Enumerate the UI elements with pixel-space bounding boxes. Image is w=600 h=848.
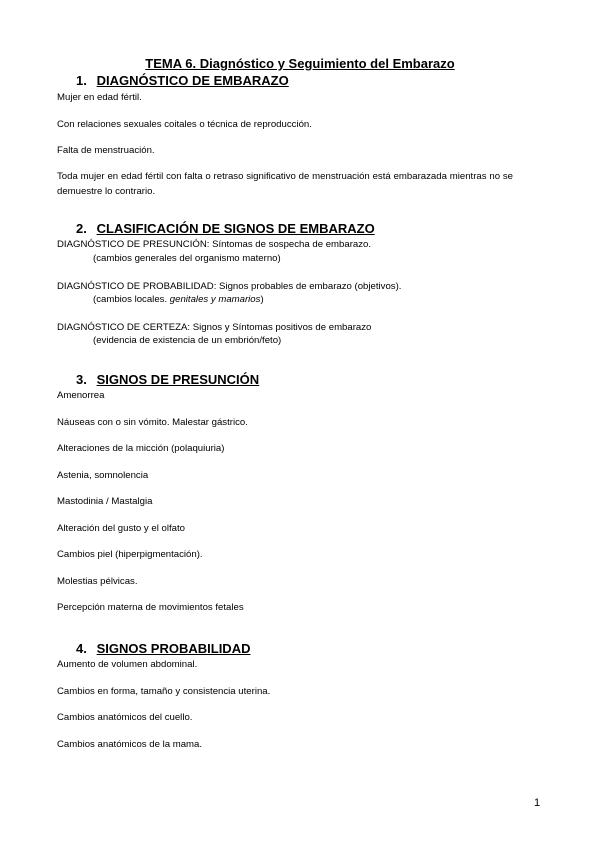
paragraph: Toda mujer en edad fértil con falta o retraso significativo de menstruación está embarazada mientras no se demuestre lo contrario.: [57, 171, 513, 197]
classification-line: DIAGNÓSTICO DE PRESUNCIÓN: Síntomas de sospecha de embarazo.: [57, 239, 372, 250]
paragraph: Cambios anatómicos del cuello.: [57, 712, 193, 723]
paragraph: Mujer en edad fértil.: [57, 92, 142, 103]
classification-detail: (evidencia de existencia de un embrión/feto): [93, 335, 282, 346]
paragraph: Mastodinia / Mastalgia: [57, 496, 153, 507]
paragraph: Alteración del gusto y el olfato: [57, 523, 185, 534]
section-number: 3.: [76, 372, 87, 387]
section-1-heading: [76, 73, 289, 88]
section-title: CLASIFICACIÓN DE SIGNOS DE EMBARAZO: [96, 221, 375, 236]
detail-prefix: (cambios locales.: [93, 294, 168, 305]
section-title: SIGNOS DE PRESUNCIÓN: [96, 372, 260, 387]
section-number: 1.: [76, 73, 87, 88]
paragraph: Cambios en forma, tamaño y consistencia uterina.: [57, 686, 271, 697]
section-title: DIAGNÓSTICO DE EMBARAZO: [96, 73, 289, 88]
paragraph: Cambios anatómicos de la mama.: [57, 739, 203, 750]
paragraph: Astenia, somnolencia: [57, 470, 149, 481]
paragraph: Con relaciones sexuales coitales o técnica de reproducción.: [57, 119, 312, 130]
classification-detail: (cambios generales del organismo materno): [93, 253, 281, 264]
detail-suffix: ): [260, 294, 264, 305]
detail-italic: genitales y mamarios: [169, 294, 261, 305]
paragraph: Cambios piel (hiperpigmentación).: [57, 549, 203, 560]
paragraph: Amenorrea: [57, 390, 105, 401]
section-number: 2.: [76, 221, 87, 236]
document-title: TEMA 6. Diagnóstico y Seguimiento del Embarazo: [145, 56, 455, 71]
section-2-heading: [76, 221, 375, 236]
paragraph: Percepción materna de movimientos fetales: [57, 602, 244, 613]
paragraph: Náuseas con o sin vómito. Malestar gástrico.: [57, 417, 248, 428]
section-4-heading: [76, 641, 250, 656]
paragraph: Aumento de volumen abdominal.: [57, 659, 198, 670]
section-3-heading: [76, 372, 259, 387]
page-number: 1: [534, 797, 541, 809]
section-number: 4.: [76, 641, 87, 656]
paragraph: Alteraciones de la micción (polaquiuria): [57, 443, 225, 454]
paragraph: Falta de menstruación.: [57, 145, 155, 156]
classification-detail: [93, 294, 264, 305]
paragraph: Molestias pélvicas.: [57, 576, 138, 587]
section-title: SIGNOS PROBABILIDAD: [96, 641, 251, 656]
classification-line: DIAGNÓSTICO DE PROBABILIDAD: Signos probables de embarazo (objetivos).: [57, 281, 402, 292]
classification-line: DIAGNÓSTICO DE CERTEZA: Signos y Síntomas positivos de embarazo: [57, 322, 372, 333]
